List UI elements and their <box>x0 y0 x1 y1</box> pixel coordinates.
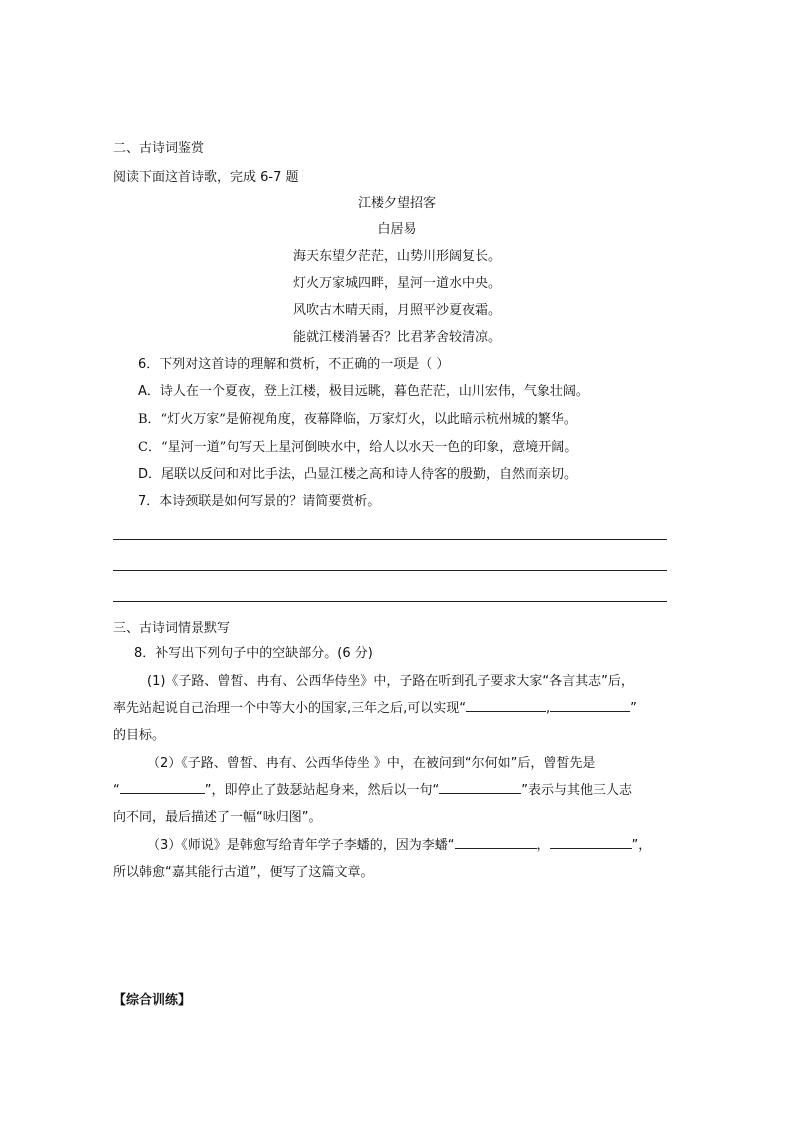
question-6-option-a: A．诗人在一个夏夜，登上江楼，极目远眺，暮色茫茫，山川宏伟，气象壮阔。 <box>138 384 589 399</box>
separator: ， <box>536 838 550 853</box>
question-6-stem: 6．下列对这首诗的理解和赏析，不正确的一项是（ ） <box>138 357 450 372</box>
answer-line[interactable] <box>113 570 667 571</box>
fill-blank[interactable] <box>455 836 537 849</box>
item-2-line-3: 向不同，最后描述了一幅“咏归图”。 <box>113 810 322 825</box>
opening-quote: “ <box>113 783 120 798</box>
answer-line[interactable] <box>113 539 667 540</box>
item-2-line-2-end: ”表示与其他三人志 <box>521 783 632 798</box>
item-3-line-1-text: （3）《师说》是韩愈写给青年学子李蟠的，因为李蟠“ <box>147 838 455 853</box>
fill-blank[interactable] <box>439 781 521 794</box>
comprehensive-training-label: 【综合训练】 <box>113 993 192 1008</box>
item-1-line-3: 的目标。 <box>113 728 166 743</box>
fill-blank[interactable] <box>466 699 546 712</box>
fill-blank[interactable] <box>550 699 630 712</box>
section2-instruction: 阅读下面这首诗歌，完成 6-7 题 <box>113 170 299 185</box>
item-3-line-2: 所以韩愈“嘉其能行古道”，便写了这篇文章。 <box>113 865 374 880</box>
poem-author: 白居易 <box>377 222 417 237</box>
question-7-stem: 7．本诗颈联是如何写景的？请简要赏析。 <box>138 494 381 509</box>
item-2-line-2-text: ”，即停止了鼓瑟站起身来，然后以一句“ <box>204 783 440 798</box>
poem-line: 风吹古木晴天雨，月照平沙夏夜霜。 <box>292 303 501 318</box>
fill-blank[interactable] <box>550 836 632 849</box>
question-6-option-d: D．尾联以反问和对比手法，凸显江楼之高和诗人待客的殷勤，自然而亲切。 <box>138 467 578 482</box>
item-1-line-2-text: 率先站起说自己治理一个中等大小的国家,三年之后,可以实现“ <box>113 701 466 716</box>
answer-line[interactable] <box>113 601 667 602</box>
section2-heading: 二、古诗词鉴赏 <box>113 141 205 156</box>
fill-blank[interactable] <box>120 781 205 794</box>
item-2-line-2 <box>113 779 632 798</box>
question-6-option-c: C．“星河一道”句写天上星河倒映水中，给人以水天一色的印象，意境开阔。 <box>138 440 578 455</box>
item-3-line-1 <box>147 834 651 853</box>
poem-line: 灯火万家城四畔，星河一道水中央。 <box>292 276 501 291</box>
closing-quote: ” <box>630 701 637 716</box>
question-6-option-b: B．“灯火万家”是俯视角度，夜幕降临，万家灯火，以此暗示杭州城的繁华。 <box>138 412 577 427</box>
poem-line: 能就江楼消暑否？比君茅舍较清凉。 <box>292 330 501 345</box>
item-1-line-2 <box>113 697 637 716</box>
question-8-stem: 8．补写出下列句子中的空缺部分。(6 分) <box>134 646 373 661</box>
item-1-line-1: (1)《子路、曾皙、冉有、公西华侍坐》中，子路在听到孔子要求大家“各言其志”后， <box>147 674 634 689</box>
separator: , <box>546 701 551 716</box>
item-2-line-1: （2）《子路、曾皙、冉有、公西华侍坐 》中，在被问到“尔何如”后，曾皙先是 <box>147 756 596 771</box>
section3-heading: 三、古诗词情景默写 <box>113 621 231 636</box>
closing-quote: ”， <box>631 838 652 853</box>
poem-title: 江楼夕望招客 <box>357 196 436 211</box>
poem-line: 海天东望夕茫茫，山势川形阔复长。 <box>292 249 501 264</box>
